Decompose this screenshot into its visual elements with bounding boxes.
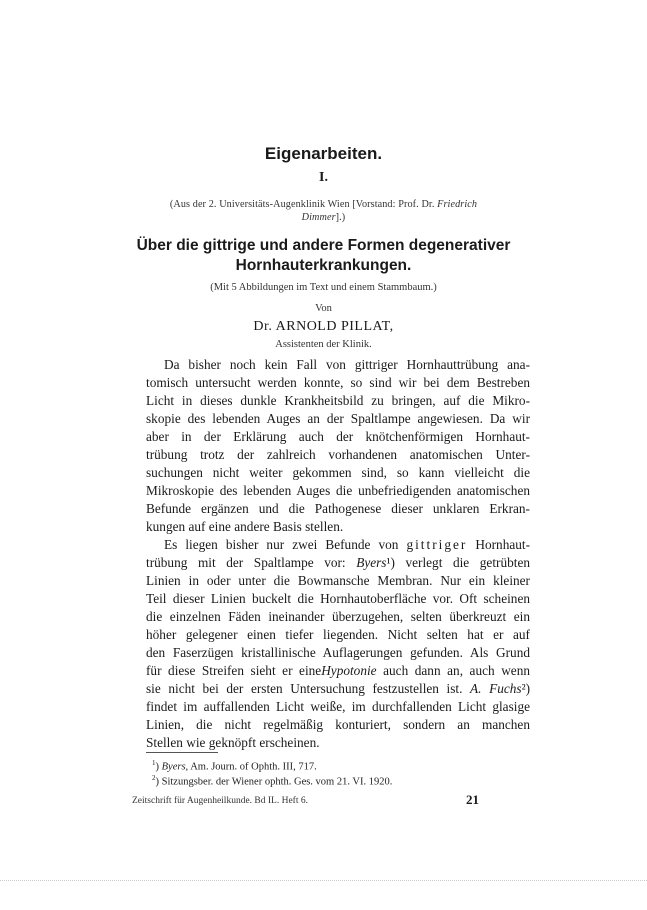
body-line: aber in der Erklärung auch der knötchenförmigen Hornhaut- [146,429,530,444]
body-line: Befunde ergänzen und die Pathogenese dieser unklaren Erkran- [146,501,530,516]
article-title-line-2: Hornhauterkrankungen. [235,257,412,274]
body-line: Stellen wie geknöpft erscheinen. [146,735,320,750]
body-line: Linien in oder unter die Bowmansche Membran. Nur ein kleiner [146,573,530,588]
body-line: höher gelegener einen tiefer liegenden. Nicht selten hat er auf [146,627,530,642]
author-name: Dr. ARNOLD PILLAT, [253,319,394,334]
body-line: Linien, die nicht regelmäßig konturiert, sondern an manchen [146,717,530,732]
scan-edge-divider [0,880,647,882]
footnote-2: $^2$) Sitzungsber. der Wiener ophth. Ges. vom 21. VI. 1920. [152,774,393,788]
body-line: trübung mit der Spaltlampe vor: Byers¹) verlegt die getrübten [146,555,530,570]
body-line: Mikroskopie des lebenden Auges die unbefriedigenden anatomischen [146,483,530,498]
body-line: tomisch untersucht werden konnte, so sind wir bei dem Bestreben [146,375,530,390]
body-line: Es liegen bisher nur zwei Befunde von gittriger Hornhaut- [164,537,531,552]
body-line: die einzelnen Fäden ineinander überzugehen, selten überkreuzt ein [146,609,530,624]
body-line: Da bisher noch kein Fall von gittriger Hornhauttrübung ana- [164,357,530,372]
body-line: für diese Streifen sieht er eineHypotonie auch dann an, auch wenn [146,663,530,678]
article-number: I. [319,170,328,185]
article-title-line-1: Über die gittrige und andere Formen degenerativer [136,237,511,254]
journal-reference: Zeitschrift für Augenheilkunde. Bd IL. Heft 6. [132,796,308,806]
body-line: den Faserzügen kristallinische Auflagerungen gefunden. Als Grund [146,645,530,660]
byline-von: Von [315,303,332,314]
institution-line-2: Dimmer].) [301,212,346,223]
body-line: sie nicht bei der ersten Untersuchung festzustellen ist. A. Fuchs²) [146,681,530,696]
spaced-emphasis: gittriger [406,537,468,552]
body-line: suchungen nicht weiter gekommen sind, so kann vielleicht die [146,465,530,480]
body-line: trübung trotz der zahlreich vorhandenen anatomischen Unter- [146,447,530,462]
footnote-divider [146,752,218,753]
body-line: Licht in dieses dunkle Krankheitsbild zu bringen, auf die Mikro- [146,393,530,408]
illustrations-note: (Mit 5 Abbildungen im Text und einem Stammbaum.) [210,282,437,293]
author-role: Assistenten der Klinik. [275,339,372,350]
cited-author-byers: Byers [356,555,387,570]
cited-author-fuchs: A. Fuchs [470,681,522,696]
body-line: skopie des lebenden Auges an der Spaltlampe angewiesen. Da wir [146,411,530,426]
body-line: kungen auf eine andere Basis stellen. [146,519,344,534]
body-line: Teil dieser Linien buckelt die Hornhautoberfläche vor. Oft scheinen [146,591,530,606]
section-title: Eigenarbeiten. [264,144,383,163]
footnote-1: $^1$) Byers, Am. Journ. of Ophth. III, 717. [152,759,317,773]
institution-line-1: (Aus der 2. Universitäts-Augenklinik Wien [Vorstand: Prof. Dr. Friedrich [169,199,478,210]
italic-term-hypotonie: Hypotonie [321,663,377,678]
body-line: findet im auffallenden Licht weiße, im durchfallenden Licht glasige [146,699,530,714]
page-number: 21 [466,792,479,807]
